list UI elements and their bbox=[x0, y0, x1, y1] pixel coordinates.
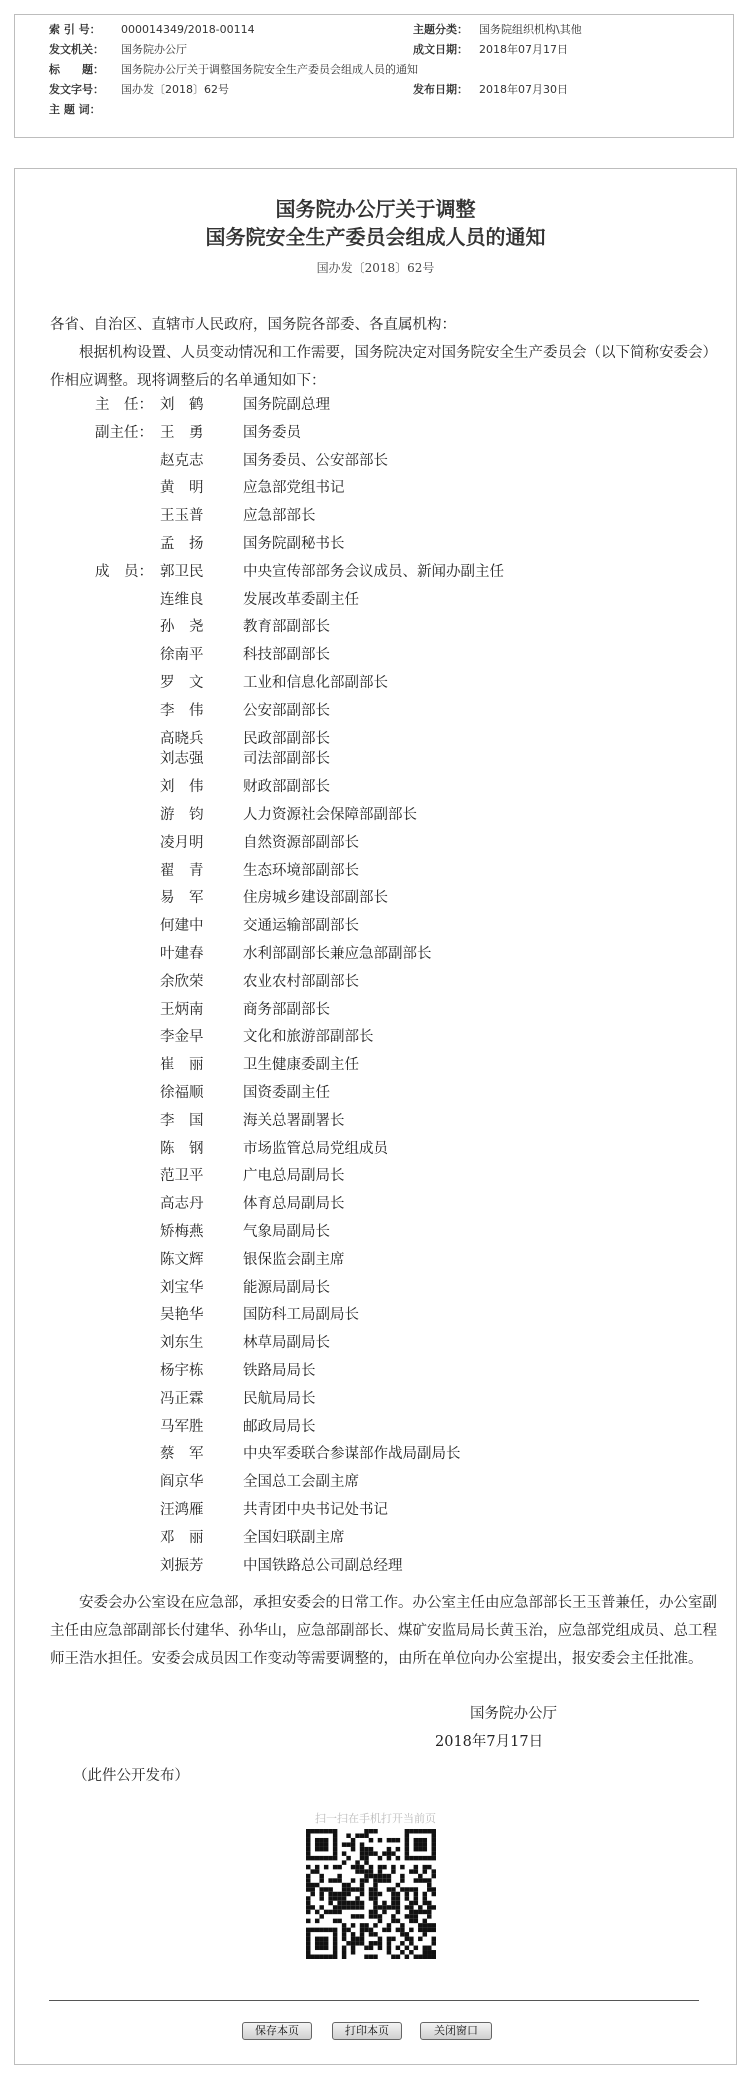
bottom-divider bbox=[49, 2000, 699, 2001]
roster-title: 工业和信息化部副部长 bbox=[243, 675, 388, 691]
issuer-label: 发文机关： bbox=[49, 43, 104, 56]
roster-name: 徐南平 bbox=[160, 647, 204, 664]
roster-name: 余欣荣 bbox=[160, 973, 204, 990]
roster-row bbox=[15, 998, 736, 1022]
roster-row bbox=[15, 1025, 736, 1049]
roster-row bbox=[15, 421, 736, 445]
category-value: 国务院组织机构\其他 bbox=[479, 23, 582, 36]
roster-row bbox=[15, 1554, 736, 1578]
meta-row-title bbox=[15, 60, 733, 80]
roster-title: 市场监管总局党组成员 bbox=[243, 1140, 388, 1157]
roster-title: 科技部副部长 bbox=[243, 647, 330, 664]
roster-name: 刘东生 bbox=[160, 1335, 204, 1352]
roster-title: 民政部副部长 bbox=[243, 730, 330, 747]
roster-title: 国务院副总理 bbox=[243, 397, 330, 413]
roster-row bbox=[15, 1415, 736, 1439]
roster-name: 刘 伟 bbox=[160, 779, 204, 796]
doc-title-line2: 国务院安全生产委员会组成人员的通知 bbox=[205, 225, 546, 249]
roster-title: 生态环境部副部长 bbox=[243, 862, 359, 879]
close-window-button[interactable]: 关闭窗口 bbox=[420, 2022, 492, 2040]
roster-row bbox=[15, 803, 736, 827]
doc-number: 国办发〔2018〕62号 bbox=[316, 261, 435, 275]
roster-row bbox=[15, 615, 736, 639]
roster-row bbox=[15, 1303, 736, 1327]
roster-row bbox=[15, 1359, 736, 1383]
roster-title: 共青团中央书记处书记 bbox=[243, 1502, 388, 1518]
date-written-value: 2018年07月17日 bbox=[479, 43, 568, 56]
public-note: （此件公开发布） bbox=[73, 1768, 189, 1784]
roster-name: 范卫平 bbox=[160, 1168, 204, 1185]
roster-row bbox=[15, 1498, 736, 1522]
roster-row bbox=[15, 532, 736, 556]
roster-title: 中央宣传部部务会议成员、新闻办副主任 bbox=[243, 563, 504, 580]
doc-no-value: 国办发〔2018〕62号 bbox=[121, 83, 229, 96]
roster-row bbox=[15, 1387, 736, 1411]
roster-role: 副主任： bbox=[95, 424, 153, 441]
roster-title: 国务委员 bbox=[243, 424, 301, 441]
intro-paragraph: 根据机构设置、人员变动情况和工作需要，国务院决定对国务院安全生产委员会（以下简称安委会）作相应调整。现将调整后的名单通知如下： bbox=[50, 345, 717, 389]
roster-name: 冯正霖 bbox=[160, 1390, 204, 1407]
roster-title: 海关总署副署长 bbox=[243, 1112, 345, 1129]
roster-role: 主 任： bbox=[95, 397, 153, 413]
roster-title: 交通运输部副部长 bbox=[243, 918, 359, 935]
roster-row bbox=[15, 588, 736, 612]
roster-title: 能源局副局长 bbox=[243, 1279, 330, 1296]
roster-name: 刘志强 bbox=[160, 751, 204, 768]
roster-name: 游 钧 bbox=[160, 807, 204, 823]
index-value: 000014349/2018-00114 bbox=[121, 23, 255, 36]
meta-row-keywords bbox=[15, 100, 733, 120]
roster-title: 银保监会副主席 bbox=[243, 1251, 345, 1268]
roster-name: 郭卫民 bbox=[160, 563, 204, 580]
roster-title: 卫生健康委副主任 bbox=[243, 1057, 359, 1074]
roster-title: 中央军委联合参谋部作战局副局长 bbox=[243, 1446, 461, 1463]
roster-title: 体育总局副局长 bbox=[243, 1196, 345, 1213]
roster-name: 凌月明 bbox=[160, 834, 204, 851]
roster-name: 王玉普 bbox=[160, 508, 204, 525]
roster-title: 教育部副部长 bbox=[243, 619, 330, 636]
roster-row bbox=[15, 1164, 736, 1188]
roster-row bbox=[15, 970, 736, 994]
roster-row bbox=[15, 671, 736, 695]
roster-name: 王 勇 bbox=[160, 424, 204, 441]
roster-name: 李 伟 bbox=[160, 702, 204, 719]
roster-name: 陈文辉 bbox=[160, 1251, 204, 1268]
roster-name: 马军胜 bbox=[160, 1418, 204, 1435]
roster-name: 吴艳华 bbox=[160, 1307, 204, 1324]
document-body bbox=[14, 168, 737, 2065]
roster-row bbox=[15, 886, 736, 910]
office-note-paragraph: 安委会办公室设在应急部，承担安委会的日常工作。办公室主任由应急部部长王玉普兼任，办公室副主任由应急部副部长付建华、孙华山，应急部副部长、煤矿安监局局长黄玉治，应急部党组成员、总工程师王浩水担任。安委会成员因工作变动等需要调整的，由所在单位向办公室提出，报安委会主任批准。 bbox=[50, 1595, 717, 1667]
roster-title: 气象局副局长 bbox=[243, 1224, 330, 1240]
roster-name: 邓 丽 bbox=[160, 1529, 204, 1546]
roster-title: 水利部副部长兼应急部副部长 bbox=[243, 946, 432, 962]
roster-name: 赵克志 bbox=[160, 452, 204, 469]
roster-name: 刘 鹤 bbox=[160, 397, 204, 413]
roster-row bbox=[15, 1053, 736, 1077]
roster-name: 刘宝华 bbox=[160, 1279, 204, 1296]
roster-row bbox=[15, 449, 736, 473]
roster-title: 住房城乡建设部副部长 bbox=[243, 890, 388, 907]
document-metadata-box bbox=[14, 14, 734, 138]
roster-row bbox=[15, 504, 736, 528]
roster-name: 崔 丽 bbox=[160, 1057, 204, 1074]
roster-row bbox=[15, 1442, 736, 1466]
addressee: 各省、自治区、直辖市人民政府，国务院各部委、各直属机构： bbox=[50, 317, 456, 333]
roster-name: 李 国 bbox=[160, 1112, 204, 1129]
save-page-button[interactable]: 保存本页 bbox=[242, 2022, 312, 2040]
roster-name: 杨宇栋 bbox=[160, 1363, 204, 1379]
published-value: 2018年07月30日 bbox=[479, 83, 568, 96]
roster-name: 叶建春 bbox=[160, 946, 204, 962]
roster-title: 全国总工会副主席 bbox=[243, 1474, 359, 1491]
category-label: 主题分类： bbox=[413, 23, 468, 36]
doc-title-line1: 国务院办公厅关于调整 bbox=[275, 197, 476, 221]
roster-title: 商务部副部长 bbox=[243, 1001, 330, 1018]
qr-code-image bbox=[306, 1829, 436, 1959]
roster-title: 财政部副部长 bbox=[243, 779, 330, 796]
roster-name: 孟 扬 bbox=[160, 536, 204, 552]
roster-name: 翟 青 bbox=[160, 862, 204, 879]
roster-name: 阎京华 bbox=[160, 1474, 204, 1491]
roster-name: 高晓兵 bbox=[160, 730, 204, 747]
meta-row-issuer bbox=[15, 40, 733, 60]
roster-row bbox=[15, 775, 736, 799]
roster-title: 民航局局长 bbox=[243, 1390, 316, 1407]
roster-name: 徐福顺 bbox=[160, 1085, 204, 1101]
roster-title: 发展改革委副主任 bbox=[243, 591, 359, 608]
roster-title: 自然资源部副部长 bbox=[243, 834, 359, 851]
roster-row bbox=[15, 1248, 736, 1272]
roster-name: 高志丹 bbox=[160, 1196, 204, 1213]
roster-row bbox=[15, 1137, 736, 1161]
roster-title: 公安部副部长 bbox=[243, 702, 330, 719]
roster-row bbox=[15, 859, 736, 883]
roster-row bbox=[15, 831, 736, 855]
roster-title: 全国妇联副主席 bbox=[243, 1529, 345, 1546]
roster-name: 蔡 军 bbox=[160, 1446, 204, 1463]
roster-row bbox=[15, 1331, 736, 1355]
roster-row bbox=[15, 1220, 736, 1244]
doc-no-label: 发文字号： bbox=[49, 83, 104, 96]
date-written-label: 成文日期： bbox=[413, 43, 468, 56]
roster-title: 中国铁路总公司副总经理 bbox=[243, 1557, 403, 1574]
roster-title: 铁路局局长 bbox=[243, 1363, 316, 1379]
meta-row-index bbox=[15, 20, 733, 40]
roster-name: 何建中 bbox=[160, 918, 204, 935]
roster-row bbox=[15, 643, 736, 667]
roster-row bbox=[15, 914, 736, 938]
roster-row bbox=[15, 476, 736, 500]
roster-name: 王炳南 bbox=[160, 1001, 204, 1018]
roster-row bbox=[15, 560, 736, 584]
roster-title: 邮政局局长 bbox=[243, 1418, 316, 1435]
roster-name: 李金早 bbox=[160, 1029, 204, 1046]
roster-name: 罗 文 bbox=[160, 675, 204, 691]
roster-row bbox=[15, 1276, 736, 1300]
roster-title: 应急部部长 bbox=[243, 508, 316, 525]
roster-title: 文化和旅游部副部长 bbox=[243, 1029, 374, 1046]
roster-row bbox=[15, 1192, 736, 1216]
roster-title: 国资委副主任 bbox=[243, 1085, 330, 1101]
roster-title: 广电总局副局长 bbox=[243, 1168, 345, 1185]
roster-title: 人力资源社会保障部副部长 bbox=[243, 807, 417, 823]
published-label: 发布日期： bbox=[413, 83, 468, 96]
keywords-label: 主 题 词： bbox=[49, 103, 101, 116]
roster-name: 刘振芳 bbox=[160, 1557, 204, 1574]
roster-title: 应急部党组书记 bbox=[243, 480, 345, 497]
roster-row bbox=[15, 747, 736, 771]
roster-row bbox=[15, 1081, 736, 1105]
roster-title: 国务委员、公安部部长 bbox=[243, 452, 388, 469]
roster-name: 孙 尧 bbox=[160, 619, 204, 636]
roster-role: 成 员： bbox=[95, 563, 153, 580]
roster-name: 汪鸿雁 bbox=[160, 1502, 204, 1518]
roster-name: 黄 明 bbox=[160, 480, 204, 497]
roster-title: 农业农村部副部长 bbox=[243, 973, 359, 990]
issuer-value: 国务院办公厅 bbox=[121, 43, 187, 56]
title-value: 国务院办公厅关于调整国务院安全生产委员会组成人员的通知 bbox=[121, 63, 418, 76]
meta-row-doc-no bbox=[15, 80, 733, 100]
qr-caption: 扫一扫在手机打开当前页 bbox=[315, 1812, 436, 1825]
signer: 国务院办公厅 bbox=[470, 1706, 557, 1722]
sign-date: 2018年7月17日 bbox=[435, 1734, 544, 1750]
roster-title: 国务院副秘书长 bbox=[243, 536, 345, 552]
print-page-button[interactable]: 打印本页 bbox=[332, 2022, 402, 2040]
roster-row bbox=[15, 1526, 736, 1550]
roster-name: 陈 钢 bbox=[160, 1140, 204, 1157]
roster-title: 林草局副局长 bbox=[243, 1335, 330, 1352]
roster-title: 国防科工局副局长 bbox=[243, 1307, 359, 1324]
roster-row bbox=[15, 942, 736, 966]
index-label: 索 引 号： bbox=[49, 23, 101, 36]
roster-name: 易 军 bbox=[160, 890, 204, 907]
roster-row bbox=[15, 699, 736, 723]
title-label: 标 题： bbox=[49, 63, 104, 76]
roster-row bbox=[15, 393, 736, 417]
roster-row bbox=[15, 1109, 736, 1133]
roster-name: 连维良 bbox=[160, 591, 204, 608]
roster-title: 司法部副部长 bbox=[243, 751, 330, 768]
roster-row bbox=[15, 1470, 736, 1494]
roster-name: 矫梅燕 bbox=[160, 1224, 204, 1240]
